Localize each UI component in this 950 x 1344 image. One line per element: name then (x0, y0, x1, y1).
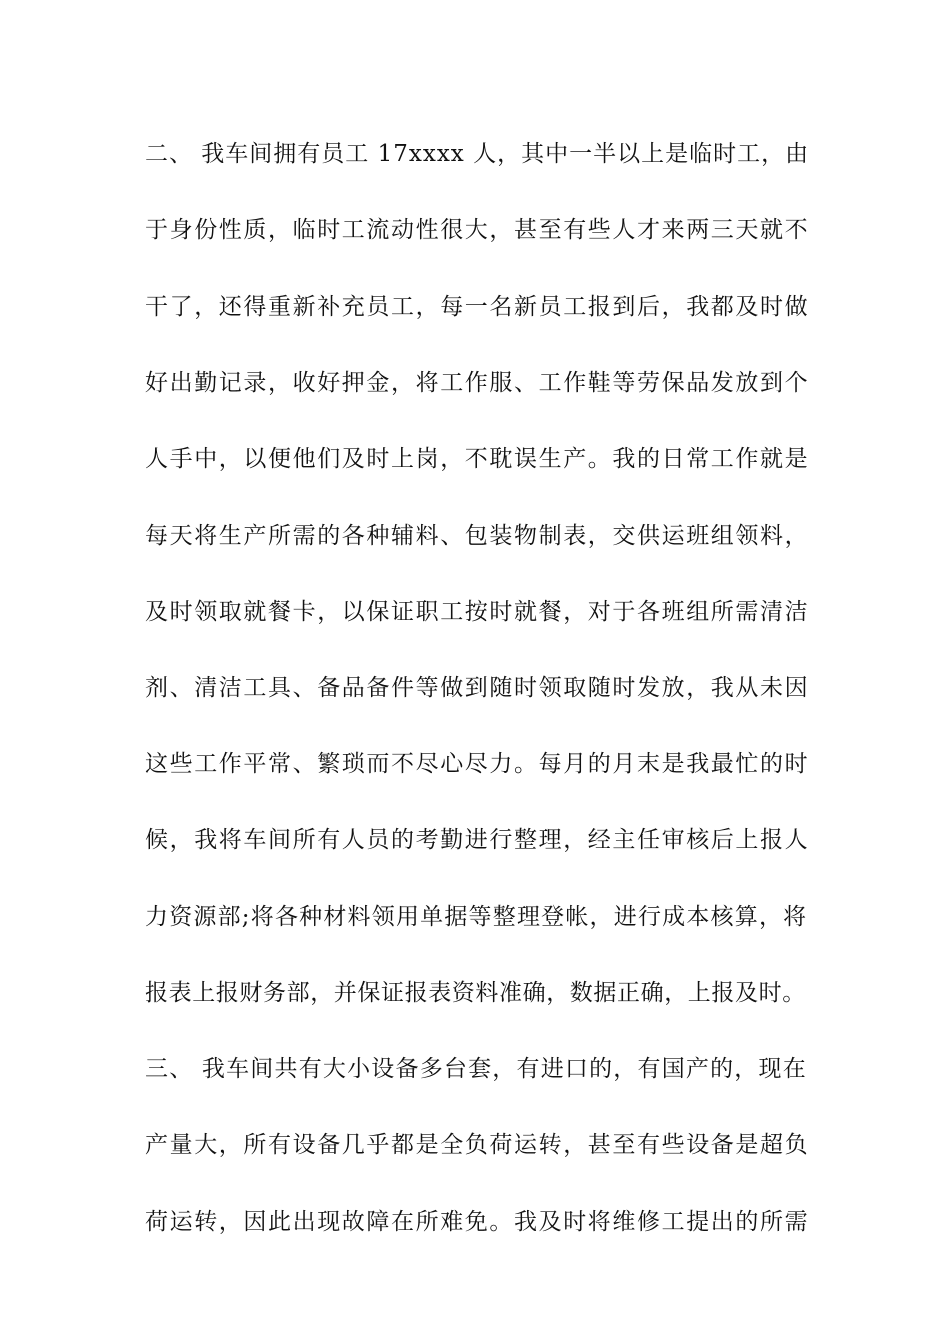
text-line-7: 及时领取就餐卡，以保证职工按时就餐，对于各班组所需清洁 (145, 599, 810, 625)
text-line-12: 报表上报财务部，并保证报表资料准确，数据正确，上报及时。 (145, 980, 806, 1006)
text-line-6: 每天将生产所需的各种辅料、包装物制表，交供运班组领料， (145, 523, 810, 549)
text-line-9: 这些工作平常、繁琐而不尽心尽力。每月的月末是我最忙的时 (145, 751, 810, 777)
text-line-15: 荷运转，因此出现故障在所难免。我及时将维修工提出的所需 (145, 1209, 810, 1235)
text-line-8: 剂、清洁工具、备品备件等做到随时领取随时发放，我从未因 (145, 675, 810, 701)
text-line-5: 人手中，以便他们及时上岗，不耽误生产。我的日常工作就是 (145, 446, 810, 472)
text-line-4: 好出勤记录，收好押金，将工作服、工作鞋等劳保品发放到个 (145, 370, 810, 396)
text-line-10: 候，我将车间所有人员的考勤进行整理，经主任审核后上报人 (145, 827, 810, 853)
text-line-11: 力资源部;将各种材料领用单据等整理登帐，进行成本核算，将 (145, 904, 808, 930)
text-line-3: 干了，还得重新补充员工，每一名新员工报到后，我都及时做 (145, 294, 810, 320)
text-line-1: 二、 我车间拥有员工 17xxxx 人，其中一半以上是临时工，由 (145, 141, 810, 167)
text-line-13: 三、 我车间共有大小设备多台套，有进口的，有国产的，现在 (145, 1056, 807, 1082)
text-line-14: 产量大，所有设备几乎都是全负荷运转，甚至有些设备是超负 (145, 1132, 810, 1158)
text-line-2: 于身份性质，临时工流动性很大，甚至有些人才来两三天就不 (145, 217, 810, 243)
